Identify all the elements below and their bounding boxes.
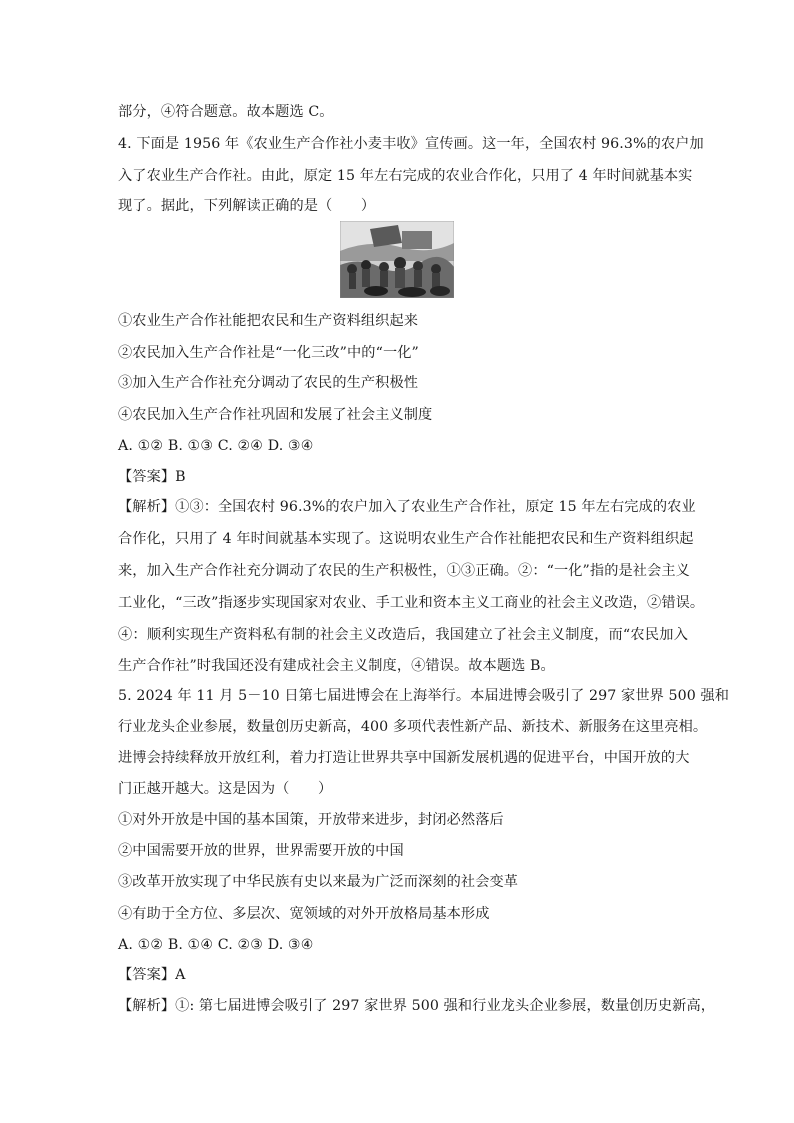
analysis-text: 来，加入生产合作社充分调动了农民的生产积极性，①③正确。②：“一化”指的是社会主义 — [118, 563, 690, 579]
analysis-text: ④：顺利实现生产资料私有制的社会主义改造后，我国建立了社会主义制度，而“农民加入 — [118, 627, 688, 643]
option-statement: ①对外开放是中国的基本国策，开放带来进步，封闭必然落后 — [118, 812, 504, 828]
propaganda-poster-image — [340, 221, 454, 298]
question-4-stem: 入了农业生产合作社。由此，原定 15 年左右完成的农业合作化，只用了 4 年时间就基本实 — [118, 168, 693, 184]
analysis-text: 生产合作社”时我国还没有建成社会主义制度，④错误。故本题选 B。 — [118, 658, 555, 674]
option-statement: ①农业生产合作社能把农民和生产资料组织起来 — [118, 313, 419, 329]
answer-label: 【答案】B — [118, 469, 186, 485]
option-statement: ③加入生产合作社充分调动了农民的生产积极性 — [118, 375, 419, 391]
question-4-stem: 现了。据此，下列解读正确的是（ ） — [118, 198, 376, 214]
option-statement: ④农民加入生产合作社巩固和发展了社会主义制度 — [118, 407, 433, 423]
question-5-stem: 进博会持续释放开放红利，着力打造让世界共享中国新发展机遇的促进平台，中国开放的大 — [118, 750, 690, 766]
option-statement: ②中国需要开放的世界，世界需要开放的中国 — [118, 843, 404, 859]
option-statement: ③改革开放实现了中华民族有史以来最为广泛而深刻的社会变革 — [118, 874, 519, 890]
option-statement: ②农民加入生产合作社是“一化三改”中的“一化” — [118, 345, 419, 361]
analysis-text: 工业化，“三改”指逐步实现国家对农业、手工业和资本主义工商业的社会主义改造，②错误。 — [118, 595, 705, 611]
answer-choices: A. ①② B. ①④ C. ②③ D. ③④ — [118, 937, 314, 953]
text-line: 部分，④符合题意。故本题选 C。 — [118, 104, 334, 120]
question-5-stem: 5. 2024 年 11 月 5－10 日第七届进博会在上海举行。本届进博会吸引了 297 家世界 500 强和 — [118, 688, 730, 704]
answer-choices: A. ①② B. ①③ C. ②④ D. ③④ — [118, 438, 314, 454]
question-5-stem: 门正越开越大。这是因为（ ） — [118, 781, 333, 797]
analysis-text: 合作化，只用了 4 年时间就基本实现了。这说明农业生产合作社能把农民和生产资料组织起 — [118, 531, 694, 547]
question-5-stem: 行业龙头企业参展，数量创历史新高，400 多项代表性新产品、新技术、新服务在这里亮相。 — [118, 719, 708, 735]
option-statement: ④有助于全方位、多层次、宽领域的对外开放格局基本形成 — [118, 906, 490, 922]
analysis-text: 【解析】①③：全国农村 96.3%的农户加入了农业生产合作社，原定 15 年左右完成的农业 — [118, 499, 696, 515]
analysis-text: 【解析】①: 第七届进博会吸引了 297 家世界 500 强和行业龙头企业参展，数量创历史新高， — [118, 998, 716, 1014]
answer-label: 【答案】A — [118, 967, 186, 983]
poster-illustration-icon — [340, 221, 454, 298]
question-4-stem: 4. 下面是 1956 年《农业生产合作社小麦丰收》宣传画。这一年，全国农村 96.3%的农户加 — [118, 136, 704, 152]
